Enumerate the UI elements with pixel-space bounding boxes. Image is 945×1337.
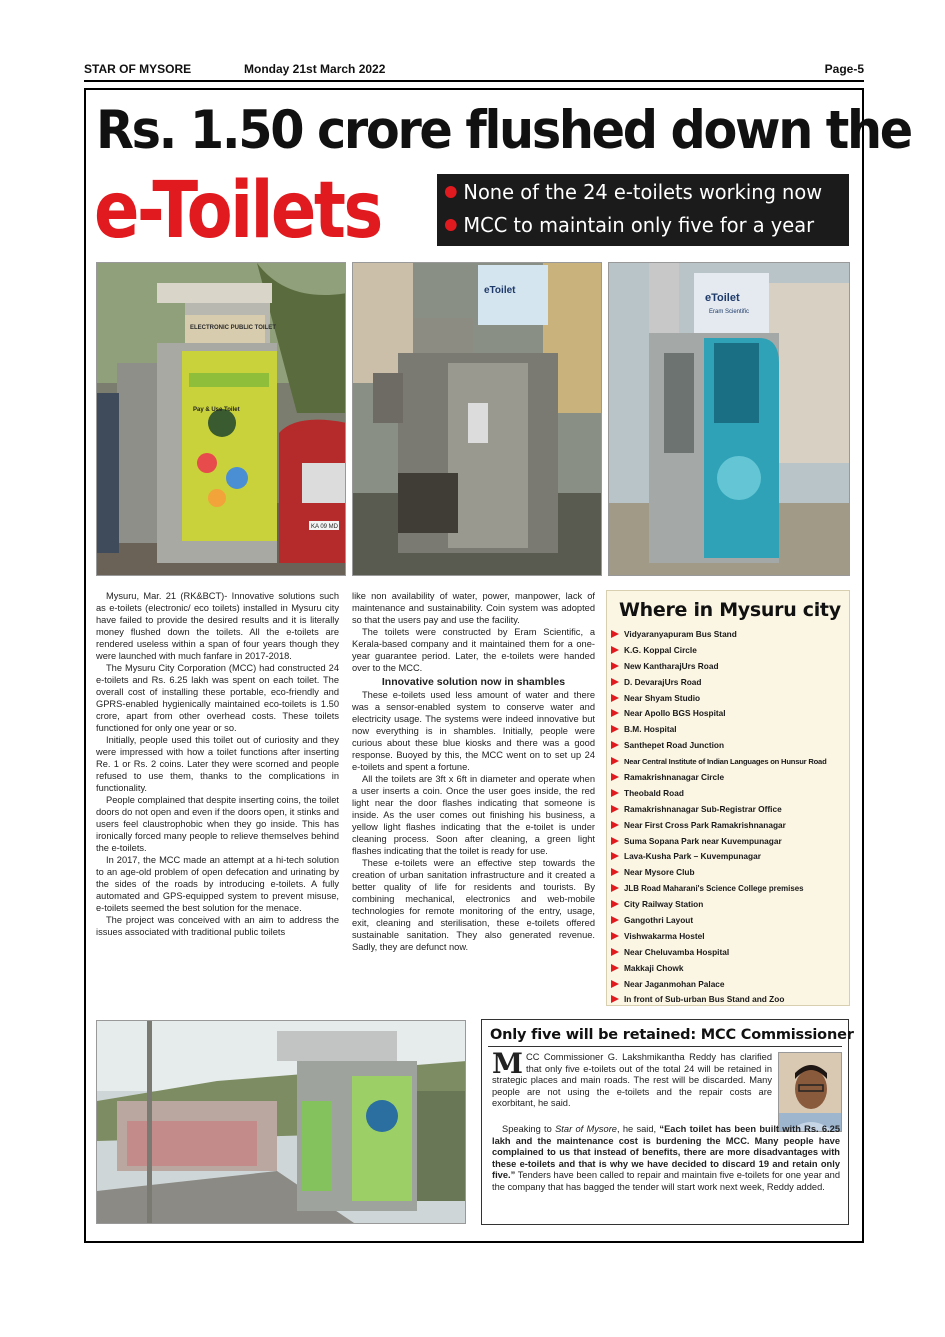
- list-item: [611, 801, 849, 817]
- location-name: Near First Cross Park Ramakrishnanagar: [624, 819, 786, 830]
- pointer-arrow-icon: [611, 868, 619, 876]
- location-name: Near Cheluvamba Hospital: [624, 946, 730, 957]
- list-item: [611, 626, 849, 642]
- list-item: [611, 991, 849, 1007]
- deck-line: [445, 180, 822, 204]
- text-run: , he said,: [616, 1124, 660, 1134]
- photo-brand-text: eToilet: [705, 292, 740, 304]
- pointer-arrow-icon: [611, 725, 619, 733]
- pointer-arrow-icon: [611, 980, 619, 988]
- list-item: [611, 642, 849, 658]
- headline: Rs. 1.50 crore flushed down the: [96, 100, 911, 161]
- publication-name: STAR OF MYSORE: [84, 62, 192, 76]
- list-item: [611, 976, 849, 992]
- photo-e-toilet-green: [96, 262, 346, 576]
- article-paragraph: Mysuru, Mar. 21 (RK&BCT)- Innovative solutions such as e-toilets (electronic/ eco toilets) installed in Mysuru city have failed to provide the desired results and it is literally money flushed down the toilets. All the e-toilets are rendered useless within a span of four years though they were launched with much fanfare in 2017-2018.: [96, 591, 339, 661]
- pointer-arrow-icon: [611, 900, 619, 908]
- article-paragraph: People complained that despite inserting coins, the toilet doors do not open and even if the doors open, it stinks and users feel claustrophobic when they go inside. This has ironically forced many people to relieve themselves behind the e-toilets.: [96, 795, 339, 853]
- list-item: [611, 833, 849, 849]
- commissioner-text: [492, 1047, 772, 1110]
- list-item: [611, 848, 849, 864]
- article-column-1: [96, 590, 339, 938]
- list-item: [611, 960, 849, 976]
- commissioner-title: Only five will be retained: MCC Commissioner: [490, 1027, 854, 1043]
- list-item: [611, 896, 849, 912]
- commissioner-paragraph-2: [492, 1124, 840, 1193]
- commissioner-portrait: [778, 1052, 842, 1132]
- location-name: Near Central Institute of Indian Languages on Hunsur Road: [624, 756, 827, 766]
- pointer-arrow-icon: [611, 837, 619, 845]
- commissioner-box: [481, 1019, 854, 1225]
- pointer-arrow-icon: [611, 995, 619, 1003]
- article-subhead: Innovative solution now in shambles: [381, 676, 566, 688]
- location-name: Ramakrishnanagar Sub-Registrar Office: [624, 803, 782, 814]
- location-name: JLB Road Maharani's Science College premises: [624, 883, 804, 893]
- location-name: Near Mysore Club: [624, 867, 695, 878]
- deck-text: MCC to maintain only five for a year: [463, 213, 815, 237]
- location-name: B.M. Hospital: [624, 724, 677, 735]
- photo-sign-text: ELECTRONIC PUBLIC TOILET: [190, 325, 276, 331]
- text-run: Tenders have been called to repair and maintain five e-toilets for one year and the company that has bagged the tender will start work next week, Reddy added.: [492, 1170, 840, 1192]
- pointer-arrow-icon: [611, 694, 619, 702]
- pointer-arrow-icon: [611, 805, 619, 813]
- list-item: [611, 912, 849, 928]
- article-paragraph: The project was conceived with an aim to address the issues associated with traditional public toilets: [96, 915, 339, 937]
- location-name: Ramakrishnanagar Circle: [624, 771, 725, 782]
- list-item: [611, 658, 849, 674]
- pointer-arrow-icon: [611, 964, 619, 972]
- location-name: D. DevarajUrs Road: [624, 676, 702, 687]
- article-paragraph: The toilets were constructed by Eram Scientific, a Kerala-based company and it maintained them for a one-year guarantee period. Later, the e-toilets were handed over to the MCC.: [352, 627, 595, 673]
- pointer-arrow-icon: [611, 916, 619, 924]
- pointer-arrow-icon: [611, 789, 619, 797]
- location-name: Makkaji Chowk: [624, 962, 684, 973]
- photo-brand-sub: Eram Scientific: [709, 309, 750, 315]
- headline-kicker: e-Toilets: [94, 166, 381, 256]
- article-paragraph: The Mysuru City Corporation (MCC) had constructed 24 e-toilets and Rs. 6.25 lakh was spent on each toilet. The overall cost of installing these portable, eco-friendly and GPRS-enabled hygienically maintained eco-toilets is 1.50 crore, apart from other overhead costs. These toilets functioned for only one year or so.: [96, 663, 339, 733]
- location-name: In front of Sub-urban Bus Stand and Zoo: [624, 994, 785, 1005]
- list-item: [611, 753, 849, 769]
- pointer-arrow-icon: [611, 821, 619, 829]
- list-item: [611, 690, 849, 706]
- locations-box: [606, 590, 850, 1006]
- article-paragraph: In 2017, the MCC made an attempt at a hi-tech solution to an age-old problem of open defecation and urinating by the sides of the roads by introducing e-toilets. A fully automated and GPS-equipped system to prevent misuse, e-toilets seemed the best solution for the menace.: [96, 855, 339, 913]
- pointer-arrow-icon: [611, 773, 619, 781]
- location-name: Theobald Road: [624, 787, 684, 798]
- location-name: Santhepet Road Junction: [624, 740, 725, 751]
- list-item: [611, 737, 849, 753]
- pointer-arrow-icon: [611, 646, 619, 654]
- pointer-arrow-icon: [611, 741, 619, 749]
- location-name: Gangothri Layout: [624, 914, 694, 925]
- article-paragraph: Initially, people used this toilet out of curiosity and they were impressed with how a toilet functions after inserting Re. 1 or Rs. 2 coins. Later they were scorned and people refused to use them, thanks to the complications in functionality.: [96, 735, 339, 793]
- pointer-arrow-icon: [611, 709, 619, 717]
- location-name: Near Apollo BGS Hospital: [624, 708, 726, 719]
- pointer-arrow-icon: [611, 662, 619, 670]
- list-item: [611, 705, 849, 721]
- commissioner-paragraph-1: CC Commissioner G. Lakshmikantha Reddy has clarified that only five e-toilets out of the total 24 will be retained in strategic places and main roads. The rest will be discarded. Many people are not using the e-toilets and the repair costs are exorbitant, he said.: [492, 1052, 772, 1108]
- drop-cap: M: [492, 1047, 523, 1080]
- list-item: [611, 721, 849, 737]
- pointer-arrow-icon: [611, 630, 619, 638]
- pointer-arrow-icon: [611, 948, 619, 956]
- pointer-arrow-icon: [611, 852, 619, 860]
- pointer-arrow-icon: [611, 932, 619, 940]
- pointer-arrow-icon: [611, 757, 619, 765]
- article-paragraph: These e-toilets used less amount of water and there was a sensor-enabled system to conserve water and electricity usage. The systems were indeed innovative but now everything is in shambles. Initially, people were curious about these blue kiosks and there was a good response. Buoyed by this, the MCC went on to set up 24 e-toilets and spent a fortune.: [352, 690, 595, 772]
- issue-date: Monday 21st March 2022: [244, 62, 386, 76]
- deck-text: None of the 24 e-toilets working now: [463, 180, 823, 204]
- bullet-icon: [445, 219, 457, 231]
- deck-line: [445, 213, 814, 237]
- locations-title: Where in Mysuru city: [619, 599, 841, 621]
- commissioner-quote: “Each toilet has been built with Rs. 6.25 lakh and the maintenance cost is burdening the MCC. Many people have complained to us that instead of benefits, there are more disadvantages with these e-toilets and that is why we have decided to discard 19 and retain only five.”: [492, 1124, 841, 1180]
- location-name: Lava-Kusha Park – Kuvempunagar: [624, 851, 761, 862]
- masthead-rule: [84, 80, 864, 82]
- page-number: Page-5: [824, 62, 864, 76]
- location-name: City Railway Station: [624, 899, 704, 910]
- location-name: K.G. Koppal Circle: [624, 644, 697, 655]
- photo-e-toilet-blue: [608, 262, 850, 576]
- location-name: Vidyaranyapuram Bus Stand: [624, 628, 737, 639]
- photo-panel-text: Pay & Use Toilet: [193, 407, 240, 413]
- bullet-icon: [445, 186, 457, 198]
- pointer-arrow-icon: [611, 678, 619, 686]
- location-name: Suma Sopana Park near Kuvempunagar: [624, 835, 782, 846]
- location-name: Vishwakarma Hostel: [624, 930, 705, 941]
- list-item: [611, 674, 849, 690]
- photo-e-toilet-metal: [352, 262, 602, 576]
- list-item: [611, 880, 849, 896]
- pointer-arrow-icon: [611, 884, 619, 892]
- text-run: Speaking to: [502, 1124, 556, 1134]
- photo-brand-text: eToilet: [484, 285, 516, 296]
- deck-box: [437, 174, 849, 246]
- list-item: [611, 928, 849, 944]
- newspaper-name: Star of Mysore: [555, 1124, 617, 1134]
- list-item: [611, 817, 849, 833]
- commissioner-title-rule: [488, 1046, 842, 1047]
- list-item: [611, 864, 849, 880]
- locations-list: [611, 626, 849, 1007]
- masthead: [84, 62, 864, 80]
- list-item: [611, 785, 849, 801]
- list-item: [611, 769, 849, 785]
- photo-plate-text: KA 09 MD: [311, 524, 339, 530]
- location-name: Near Shyam Studio: [624, 692, 701, 703]
- article-paragraph: These e-toilets were an effective step towards the creation of urban sanitation infrastructure and it created a better quality of life for residents and tourists. By combining mechanical, electronics and web-mobile technologies for remote monitoring of the entry, usage, exit, cleaning and sterilisation, these e-toilets offered sustainable sanitation. They also generated revenue. Sadly, they are defunct now.: [352, 858, 595, 952]
- list-item: [611, 944, 849, 960]
- location-name: Near Jaganmohan Palace: [624, 978, 725, 989]
- photo-roadside-e-toilet: [96, 1020, 466, 1224]
- article-paragraph: All the toilets are 3ft x 6ft in diameter and operate when a user inserts a coin. Once the user goes inside, the red light near the door flashes indicating that someone is inside. As the user comes out finishing his business, a yellow light flashes indicating that the e-toilet is under cleaning process. Soon after cleaning, a green light flashes indicating that the toilet is ready for use.: [352, 774, 595, 856]
- location-name: New KantharajUrs Road: [624, 660, 719, 671]
- article-paragraph: like non availability of water, power, manpower, lack of maintenance and sustainability. Coin system was adopted so that the users pay and use the facility.: [352, 591, 595, 625]
- article-column-2: [352, 590, 595, 953]
